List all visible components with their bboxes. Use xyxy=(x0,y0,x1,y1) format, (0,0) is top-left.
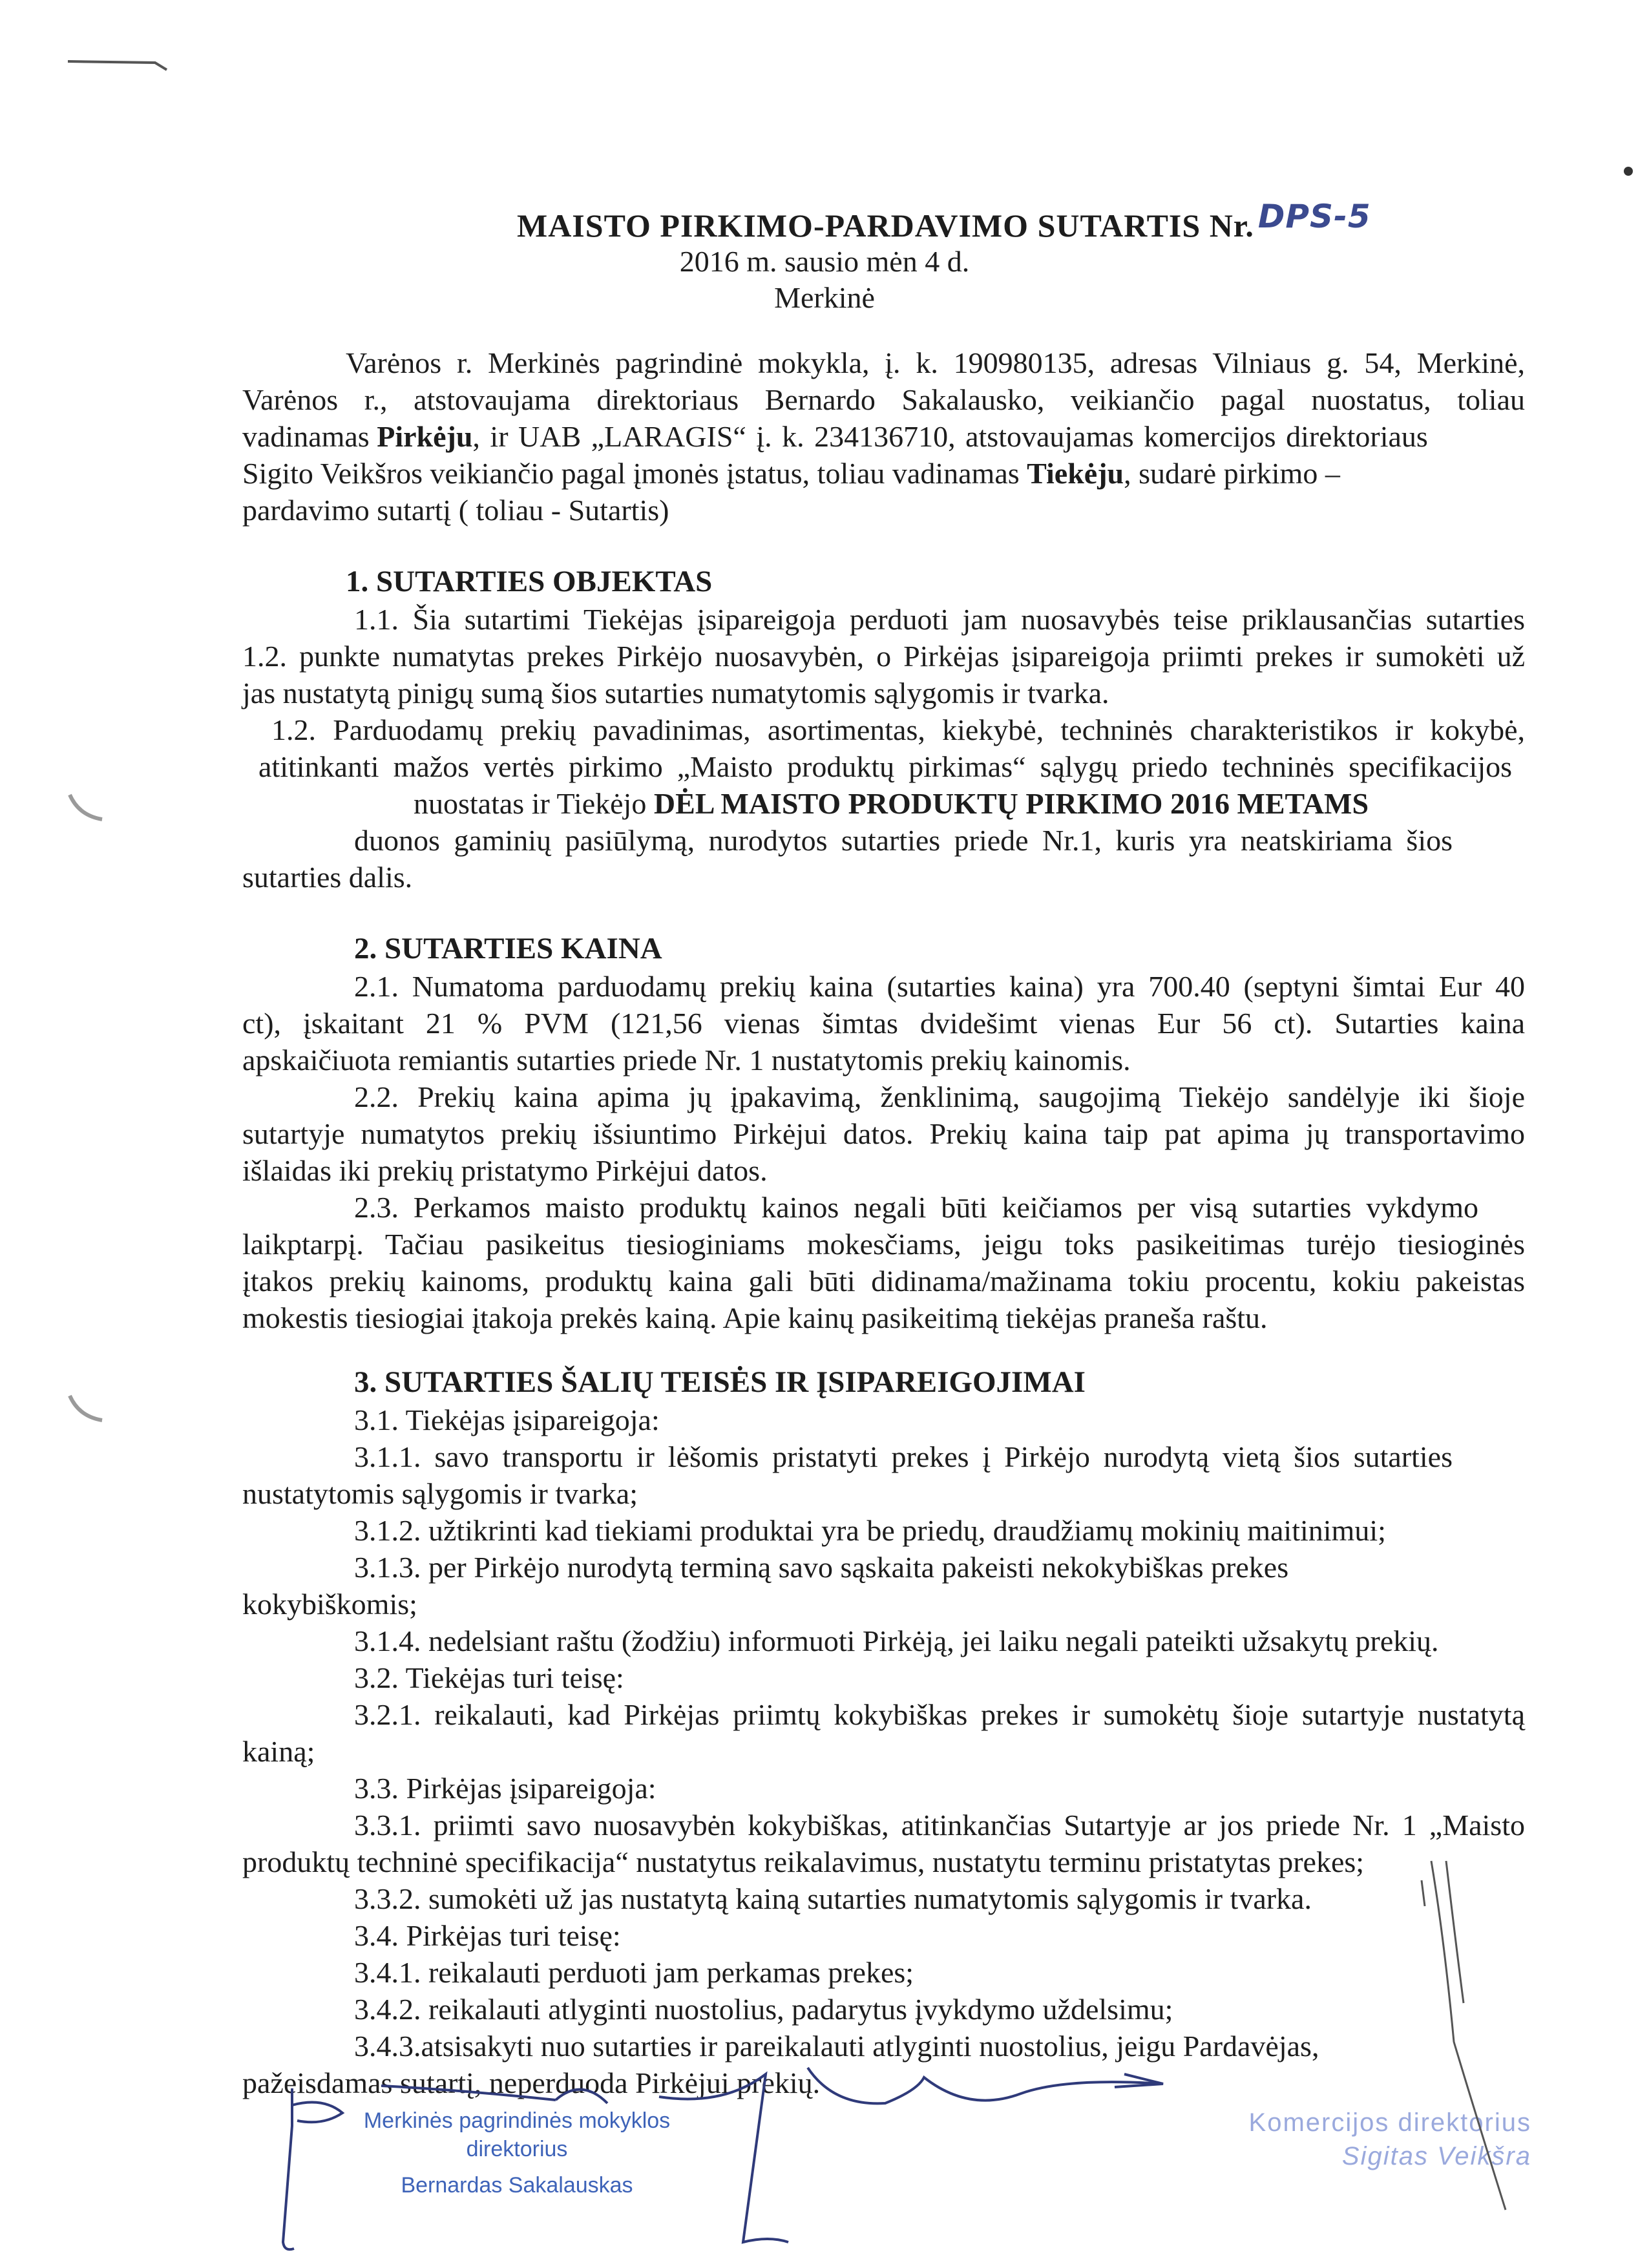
clause-line: 1.2. Parduodamų prekių pavadinimas, asortimentas, kiekybė, techninės charakteristikos ir kokybė, xyxy=(271,713,1525,746)
stamp-line: Sigitas Veikšra xyxy=(1341,2142,1531,2170)
clause-line: nustatytomis sąlygomis ir tvarka; xyxy=(242,1477,638,1510)
supplier-term: Tiekėju xyxy=(1027,457,1124,490)
contract-date: 2016 m. sausio mėn 4 d. xyxy=(679,245,970,278)
preamble-line: Varėnos r., atstovaujama direktoriaus Bernardo Sakalausko, veikiančio pagal nuostatus, toliau xyxy=(242,383,1525,416)
punch-hole-mark xyxy=(70,795,102,819)
clause-line: 3.1.1. savo transportu ir lėšomis pristatyti prekes į Pirkėjo nurodytą vietą šios sutarties xyxy=(354,1440,1453,1473)
buyer-signature xyxy=(1115,2074,1163,2087)
punch-hole-mark xyxy=(70,1396,102,1420)
clause-line: produktų techninė specifikacija“ nustatytus reikalavimus, nustatytu terminu pristatytas prekes; xyxy=(242,1845,1365,1878)
supplier-signature xyxy=(1446,1861,1464,2003)
clause-line: 3.4.2. reikalauti atlyginti nuostolius, padarytus įvykdymo uždelsimu; xyxy=(354,1993,1173,2026)
buyer-term: Pirkėju xyxy=(377,420,473,453)
clause-line: 3.3.1. priimti savo nuosavybėn kokybiškas, atitinkančias Sutartyje ar jos priede Nr. 1 „Maisto xyxy=(354,1809,1525,1842)
contract-title: MAISTO PIRKIMO-PARDAVIMO SUTARTIS Nr. DPS-5 xyxy=(517,198,1371,244)
clause-line: mokestis tiesiogiai įtakoja prekės kainą. Apie kainų pasikeitimą tiekėjas praneša raštu. xyxy=(242,1301,1268,1334)
preamble-line: Sigito Veikšros veikiančio pagal įmonės įstatus, toliau vadinamas Tiekėju, sudarė pirkimo – xyxy=(242,457,1340,490)
clause-line: pažeisdamas sutartį, neperduoda Pirkėjui prekių. xyxy=(242,2066,821,2099)
clause-line: 3.1. Tiekėjas įsipareigoja: xyxy=(354,1403,660,1436)
preamble-line: pardavimo sutartį ( toliau - Sutartis) xyxy=(242,494,669,527)
clause-line: išlaidas iki prekių pristatymo Pirkėjui datos. xyxy=(242,1154,768,1187)
clause-line: nuostatas ir Tiekėjo DĖL MAISTO PRODUKTŲ PIRKIMO 2016 METAMS xyxy=(414,787,1369,820)
buyer-signature xyxy=(292,2103,342,2123)
clause-line: 1.2. punkte numatytas prekes Pirkėjo nuosavybėn, o Pirkėjas įsipareigoja priimti prekes ir sumokėti už xyxy=(242,640,1525,673)
clause-line: 3.4.1. reikalauti perduoti jam perkamas prekes; xyxy=(354,1956,914,1989)
clause-line: 3.2.1. reikalauti, kad Pirkėjas priimtų kokybiškas prekes ir sumokėtų šioje sutartyje nustatytą xyxy=(354,1698,1525,1731)
stamp-line: Merkinės pagrindinės mokyklos xyxy=(363,2108,671,2133)
clause-line: 3.4.3.atsisakyti nuo sutarties ir pareikalauti atlyginti nuostolius, jeigu Pardavėjas, xyxy=(354,2030,1319,2063)
buyer-signature xyxy=(808,2068,1163,2103)
clause-line: kainą; xyxy=(242,1735,315,1768)
section-3-heading: 3. SUTARTIES ŠALIŲ TEISĖS IR ĮSIPAREIGOJIMAI xyxy=(354,1365,1086,1399)
clause-line: įtakos prekių kainoms, produktų kaina gali būti didinama/mažinama tokiu procentu, kokiu pakeistas xyxy=(242,1265,1525,1297)
stamp-line: Bernardas Sakalauskas xyxy=(401,2173,633,2198)
clause-line: 3.3. Pirkėjas įsipareigoja: xyxy=(354,1772,656,1805)
clause-line: 1.1. Šia sutartimi Tiekėjas įsipareigoja perduoti jam nuosavybės teise priklausančias sutarties xyxy=(354,603,1525,636)
stamp-line: Komercijos direktorius xyxy=(1248,2108,1531,2137)
preamble-line: Varėnos r. Merkinės pagrindinė mokykla, į. k. 190980135, adresas Vilniaus g. 54, Merkinė, xyxy=(346,346,1525,379)
clause-line: sutartyje numatytos prekių išsiuntimo Pirkėjui datos. Prekių kaina taip pat apima jų transportavimo xyxy=(242,1117,1525,1150)
clause-line: atitinkanti mažos vertės pirkimo „Maisto produktų pirkimas“ sąlygų priedo techninės specifikacijos xyxy=(258,750,1512,783)
section-2-heading: 2. SUTARTIES KAINA xyxy=(354,932,662,965)
clause-line: 3.3.2. sumokėti už jas nustatytą kainą sutarties numatytomis sąlygomis ir tvarka. xyxy=(354,1882,1312,1915)
section-1-heading: 1. SUTARTIES OBJEKTAS xyxy=(346,565,713,598)
handwritten-number: DPS-5 xyxy=(1257,198,1371,235)
clause-line: 3.1.4. nedelsiant raštu (žodžiu) informuoti Pirkėją, jei laiku negali pateikti užsakytų prekių. xyxy=(354,1624,1439,1657)
scan-dot xyxy=(1624,167,1633,176)
clause-line: kokybiškomis; xyxy=(242,1588,417,1621)
stamp-line: direktorius xyxy=(466,2137,568,2161)
scan-edge-mark xyxy=(68,61,167,70)
contract-place: Merkinė xyxy=(774,281,875,314)
buyer-signature xyxy=(283,2088,294,2249)
clause-line: 3.1.2. užtikrinti kad tiekiami produktai yra be priedų, draudžiamų mokinių maitinimui; xyxy=(354,1514,1386,1547)
buyer-signature xyxy=(659,2074,788,2242)
tender-name: DĖL MAISTO PRODUKTŲ PIRKIMO 2016 METAMS xyxy=(653,787,1369,820)
clause-line: 3.4. Pirkėjas turi teisę: xyxy=(354,1919,621,1952)
clause-line: ct), įskaitant 21 % PVM (121,56 vienas šimtas dvidešimt vienas Eur 56 ct). Sutarties kaina xyxy=(242,1007,1525,1040)
supplier-signature xyxy=(1431,1861,1506,2210)
clause-line: 2.1. Numatoma parduodamų prekių kaina (sutarties kaina) yra 700.40 (septyni šimtai Eur 40 xyxy=(354,970,1525,1003)
clause-line: laikptarpį. Tačiau pasikeitus tiesioginiams mokesčiams, jeigu toks pasikeitimas turėjo tiesioginės xyxy=(242,1228,1525,1261)
clause-line: sutarties dalis. xyxy=(242,861,413,894)
clause-line: 3.1.3. per Pirkėjo nurodytą terminą savo sąskaita pakeisti nekokybiškas prekes xyxy=(354,1551,1289,1584)
preamble-line: vadinamas Pirkėju , ir UAB „LARAGIS“ į. k. 234136710, atstovaujamas komercijos direktoriaus xyxy=(242,418,1525,456)
clause-line: 3.2. Tiekėjas turi teisę: xyxy=(354,1661,624,1694)
clause-line: jas nustatytą pinigų sumą šios sutarties numatytomis sąlygomis ir tvarka. xyxy=(242,677,1109,709)
clause-line: 2.3. Perkamos maisto produktų kainos negali būti keičiamos per visą sutarties vykdymo xyxy=(354,1191,1478,1224)
buyer-signature xyxy=(381,2086,607,2103)
clause-line: apskaičiuota remiantis sutarties priede Nr. 1 nustatytomis prekių kainomis. xyxy=(242,1044,1131,1076)
clause-line: duonos gaminių pasiūlymą, nurodytos sutarties priede Nr.1, kuris yra neatskiriama šios xyxy=(354,824,1453,857)
clause-line: 2.2. Prekių kaina apima jų įpakavimą, ženklinimą, saugojimą Tiekėjo sandėlyje iki šioje xyxy=(354,1080,1525,1113)
supplier-signature xyxy=(1422,1880,1425,1906)
